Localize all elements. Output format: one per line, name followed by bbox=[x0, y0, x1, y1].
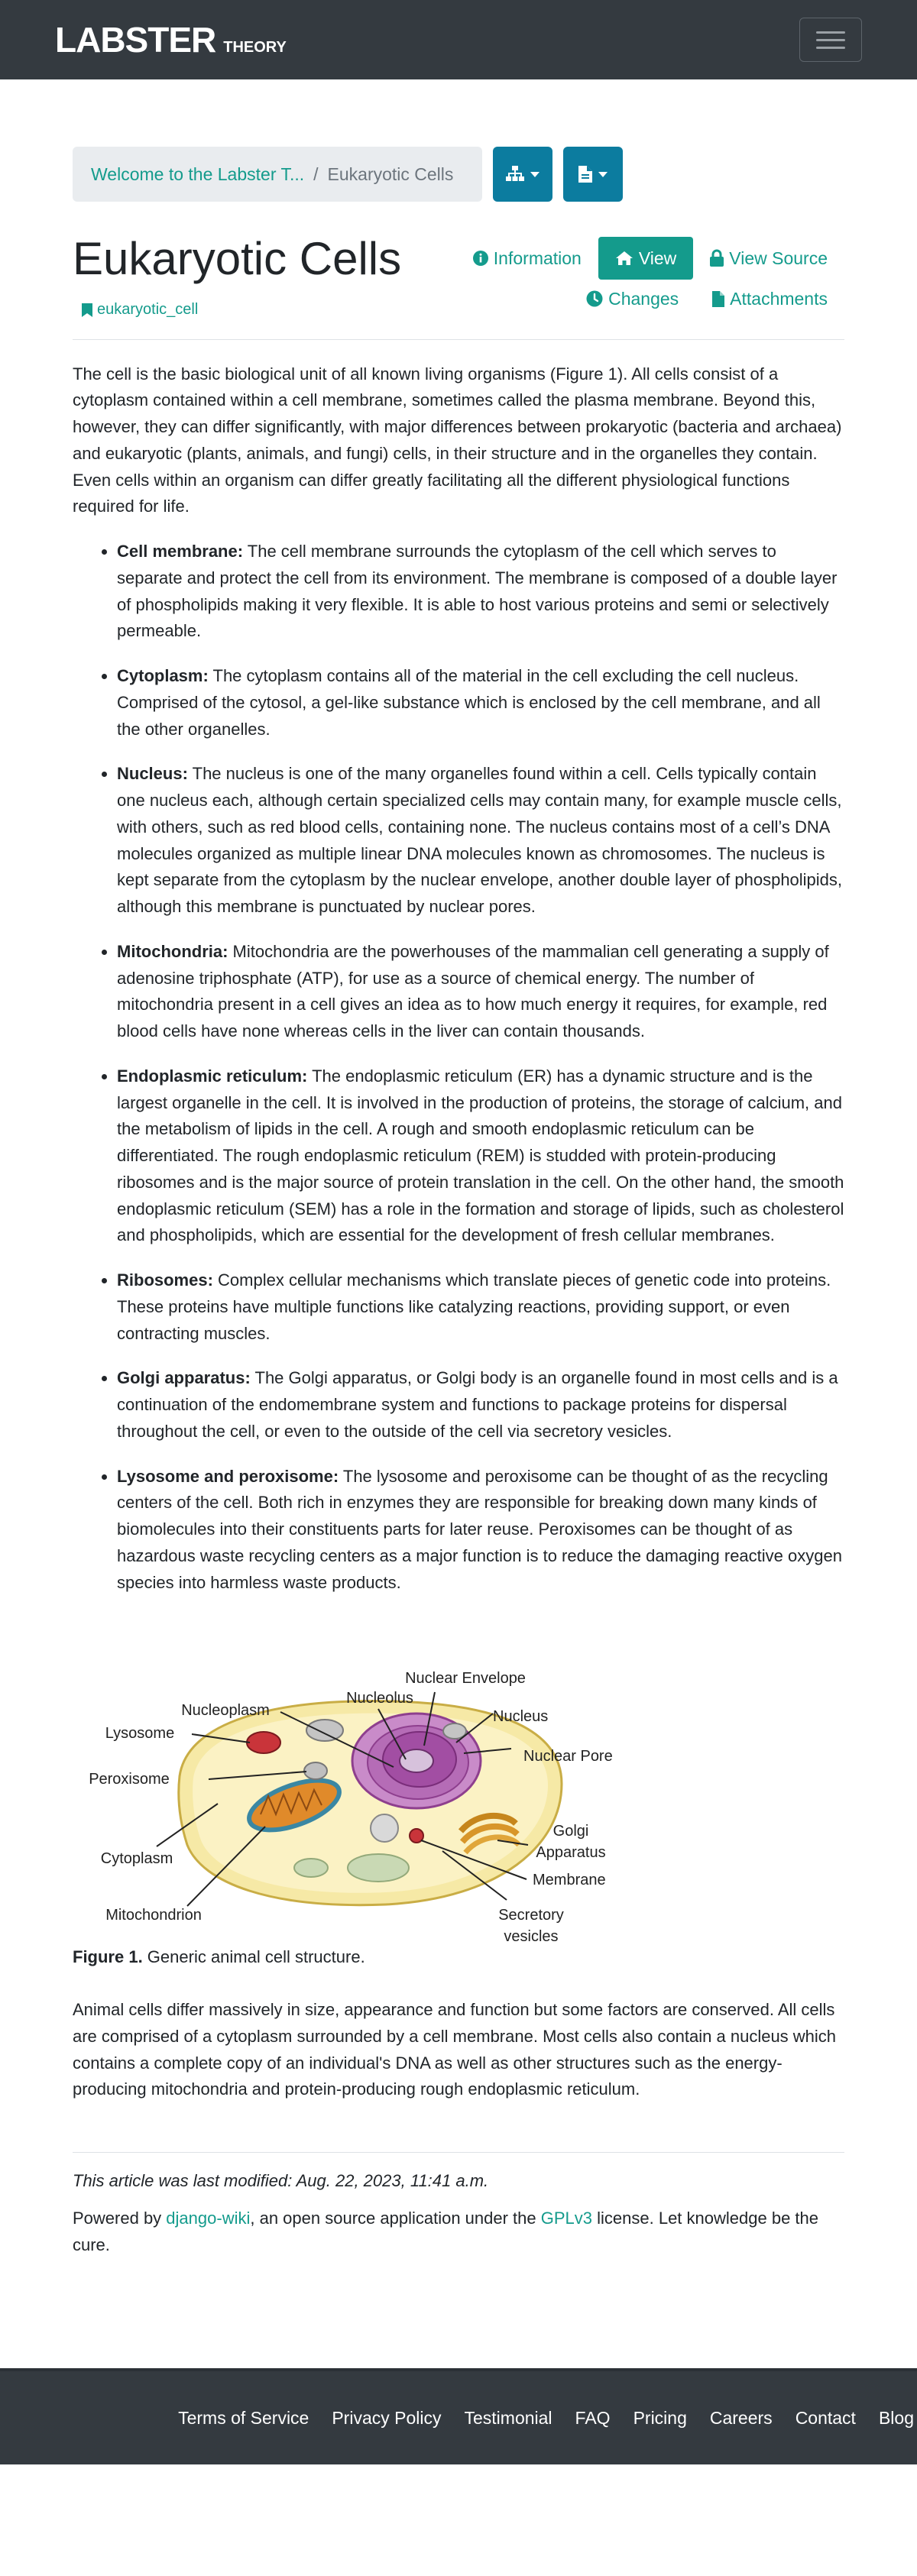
information-label: Information bbox=[493, 248, 582, 268]
actions-row-secondary bbox=[569, 282, 844, 316]
footer-link-contact[interactable]: Contact bbox=[795, 2408, 856, 2429]
label-nucleolus: Nucleolus bbox=[346, 1690, 413, 1707]
list-item bbox=[117, 663, 844, 743]
label-nuclear-pore: Nuclear Pore bbox=[523, 1748, 613, 1765]
list-item-term: Cell membrane: bbox=[117, 542, 244, 561]
file-dropdown-button[interactable] bbox=[563, 147, 623, 202]
label-cytoplasm: Cytoplasm bbox=[100, 1850, 173, 1868]
title-row bbox=[73, 234, 844, 322]
changes-label: Changes bbox=[608, 288, 679, 309]
label-golgi-line2: Apparatus bbox=[536, 1844, 606, 1862]
figure-caption-text: Generic animal cell structure. bbox=[142, 1947, 365, 1967]
label-membrane: Membrane bbox=[533, 1872, 606, 1889]
list-item-text: Complex cellular mechanisms which translate pieces of genetic code into proteins. These proteins have multiple functions like catalyzing reactions, providing support, or even contracting muscles. bbox=[117, 1270, 831, 1343]
last-modified-text: This article was last modified: Aug. 22, 2023, 11:41 a.m. bbox=[73, 2171, 489, 2191]
list-item bbox=[117, 761, 844, 921]
list-item bbox=[117, 1267, 844, 1347]
view-button[interactable] bbox=[598, 237, 693, 280]
powered-suffix: license. Let knowledge be the cure. bbox=[73, 2208, 818, 2254]
label-peroxisome: Peroxisome bbox=[89, 1771, 170, 1788]
list-item-text: The Golgi apparatus, or Golgi body is an organelle found in most cells and is a continuation of the endomembrane system and functions to package proteins for dispersal throughout the cell, or even to the outside of the cell via secretory vesicles. bbox=[117, 1368, 838, 1441]
closing-paragraph: Animal cells differ massively in size, appearance and function but some factors are conserved. All cells are comprised of a cytoplasm surrounded by a cell membrane. Most cells also contain a nucleus which contains a complete copy of an individual's DNA as well as other structures such as the energy-producing mitochondria and protein-producing rough endoplasmic reticulum. bbox=[73, 2000, 837, 2099]
article-tag[interactable] bbox=[73, 298, 401, 322]
footer-link-pricing[interactable]: Pricing bbox=[633, 2408, 687, 2429]
brand-sub: THEORY bbox=[223, 38, 287, 56]
figure-caption-label: Figure 1. bbox=[73, 1947, 143, 1967]
cell-diagram-figure bbox=[73, 1631, 653, 1946]
label-lysosome: Lysosome bbox=[105, 1725, 175, 1743]
footer-link-privacy[interactable]: Privacy Policy bbox=[332, 2408, 442, 2429]
top-navbar bbox=[0, 0, 917, 79]
article-footer bbox=[73, 2152, 844, 2258]
footer-link-faq[interactable]: FAQ bbox=[575, 2408, 611, 2429]
attachments-label: Attachments bbox=[730, 288, 828, 309]
chevron-down-icon bbox=[598, 172, 608, 177]
site-footer bbox=[0, 2368, 917, 2464]
brand-logo[interactable] bbox=[55, 12, 287, 68]
label-nucleoplasm: Nucleoplasm bbox=[181, 1702, 270, 1720]
list-item-term: Ribosomes: bbox=[117, 1270, 213, 1290]
menu-toggle-button[interactable] bbox=[799, 18, 862, 62]
list-item-text: The cell membrane surrounds the cytoplasm of the cell which serves to separate and protect the cell from its environment. The membrane is composed of a double layer of phospholipids making it very flexible. It is able to host various proteins and semi or selectively permeable. bbox=[117, 542, 838, 641]
footer-link-testimonial[interactable]: Testimonial bbox=[464, 2408, 552, 2429]
title-block bbox=[73, 234, 401, 322]
attachments-link[interactable] bbox=[695, 282, 844, 316]
list-item-term: Lysosome and peroxisome: bbox=[117, 1466, 339, 1486]
peroxisome-shape bbox=[304, 1762, 327, 1779]
information-link[interactable] bbox=[456, 237, 598, 280]
page-title: Eukaryotic Cells bbox=[73, 233, 402, 284]
lysosome-shape bbox=[247, 1732, 280, 1753]
powered-middle: , an open source application under the bbox=[250, 2208, 541, 2228]
view-label: View bbox=[638, 248, 677, 268]
organelle-list bbox=[73, 539, 844, 1596]
powered-by-text bbox=[73, 2205, 844, 2259]
gplv3-link[interactable]: GPLv3 bbox=[540, 2208, 593, 2228]
label-secretory-line2: vesicles bbox=[504, 1928, 559, 1946]
label-secretory-line1: Secretory bbox=[498, 1907, 564, 1924]
breadcrumb-current: Eukaryotic Cells bbox=[327, 163, 454, 184]
animal-cell-diagram bbox=[73, 1631, 653, 1946]
list-item-text: The lysosome and peroxisome can be thought of as the recycling centers of the cell. Both rich in enzymes they are responsible for breaking down many kinds of biomolecules into their constituents parts for later reuse. Peroxisomes can be thought of as hazardous waste recycling centers as a major function is to reduce the damaging reactive oxygen species into harmless waste products. bbox=[117, 1466, 842, 1592]
list-item-text: The nucleus is one of the many organelles found within a cell. Cells typically contain one nucleus each, although certain specialized cells may contain many, for example muscle cells, with others, such as red blood cells, containing none. The nucleus contains most of a cell’s DNA molecules organized as multiple linear DNA molecules known as chromosomes. The nucleus is kept separate from the cytoplasm by the nuclear envelope, another double layer of phospholipids, although this membrane is punctuated by nuclear pores. bbox=[117, 764, 843, 917]
view-source-label: View Source bbox=[729, 248, 828, 268]
main-container bbox=[73, 147, 844, 2368]
breadcrumb-separator: / bbox=[313, 163, 319, 184]
sitemap-icon bbox=[506, 166, 524, 183]
list-item-text: The cytoplasm contains all of the material in the cell excluding the cell nucleus. Comprised of the cytosol, a gel-like substance which is enclosed by the cell membrane, and all the other organelles. bbox=[117, 666, 821, 739]
list-item-term: Golgi apparatus: bbox=[117, 1368, 251, 1388]
breadcrumb-row bbox=[73, 147, 844, 202]
footer-link-terms[interactable]: Terms of Service bbox=[178, 2408, 309, 2429]
breadcrumb bbox=[73, 147, 482, 202]
nucleolus-shape bbox=[400, 1749, 433, 1772]
footer-link-careers[interactable]: Careers bbox=[709, 2408, 773, 2429]
home-icon bbox=[615, 251, 633, 266]
intro-paragraph: The cell is the basic biological unit of all known living organisms (Figure 1). All cells consist of a cytoplasm contained within a cell membrane, sometimes called the plasma membrane. Beyond this, however, they can differ significantly, with major differences between prokaryotic (bacteria and archaea) and eukaryotic (plants, animals, and fungi) cells, in their structure and in the organelles they contain. Even cells within an organism can differ greatly facilitating all the different physiological functions required for life. bbox=[73, 364, 842, 516]
label-nucleus: Nucleus bbox=[493, 1708, 549, 1726]
breadcrumb-root-link[interactable]: Welcome to the Labster T... bbox=[91, 163, 305, 184]
list-item bbox=[117, 539, 844, 645]
django-wiki-link[interactable]: django-wiki bbox=[166, 2208, 251, 2228]
article-tag-label: eukaryotic_cell bbox=[97, 301, 199, 318]
chevron-down-icon bbox=[530, 172, 540, 177]
label-mitochondrion: Mitochondrion bbox=[105, 1907, 202, 1924]
article-actions bbox=[456, 234, 844, 322]
label-nuclear-envelope: Nuclear Envelope bbox=[405, 1670, 526, 1688]
footer-link-blog[interactable]: Blog bbox=[878, 2408, 914, 2429]
list-item bbox=[117, 939, 844, 1045]
article-body bbox=[73, 361, 844, 2104]
label-golgi-line1: Golgi bbox=[552, 1823, 589, 1840]
list-item bbox=[117, 1365, 844, 1445]
list-item-term: Endoplasmic reticulum: bbox=[117, 1066, 308, 1086]
sitemap-dropdown-button[interactable] bbox=[493, 147, 552, 202]
hamburger-line bbox=[816, 31, 845, 34]
list-item-term: Nucleus: bbox=[117, 764, 188, 784]
bookmark-icon bbox=[82, 303, 92, 317]
spacer bbox=[73, 2258, 844, 2368]
hamburger-line bbox=[816, 47, 845, 49]
list-item-term: Cytoplasm: bbox=[117, 666, 209, 686]
lock-icon bbox=[710, 250, 724, 267]
powered-prefix: Powered by bbox=[73, 2208, 167, 2228]
file-icon bbox=[712, 291, 724, 307]
list-item-term: Mitochondria: bbox=[117, 941, 228, 961]
figure-caption bbox=[73, 1944, 844, 1971]
hamburger-line bbox=[816, 39, 845, 41]
info-circle-icon bbox=[473, 251, 488, 266]
changes-link[interactable] bbox=[569, 282, 695, 316]
view-source-link[interactable] bbox=[693, 237, 844, 280]
list-item bbox=[117, 1464, 844, 1597]
actions-row-primary bbox=[456, 237, 844, 280]
list-item bbox=[117, 1063, 844, 1249]
file-icon bbox=[578, 166, 592, 183]
brand-main: LABSTER bbox=[55, 19, 216, 60]
clock-icon bbox=[586, 290, 603, 307]
list-item-text: Mitochondria are the powerhouses of the mammalian cell generating a supply of adenosine triphosphate (ATP), for use as a source of chemical energy. The number of mitochondria present in a cell gives an idea as to how much energy it requires, for example, red blood cells have none whereas cells in the liver can contain thousands. bbox=[117, 941, 829, 1041]
list-item-text: The endoplasmic reticulum (ER) has a dynamic structure and is the largest organelle in the cell. It is involved in the production of proteins, the storage of calcium, and the metabolism of lipids in the cell. A rough and smooth endoplasmic reticulum can be differentiated. The rough endoplasmic reticulum (REM) is studded with protein-producing ribosomes and is the major source of protein translation in the cell. On the other hand, the smooth endoplasmic reticulum (SEM) has a role in the formation and storage of lipids, such as cholesterol and phospholipids, which are essential for the development of fresh cellular membranes. bbox=[117, 1066, 844, 1245]
divider bbox=[73, 339, 844, 340]
